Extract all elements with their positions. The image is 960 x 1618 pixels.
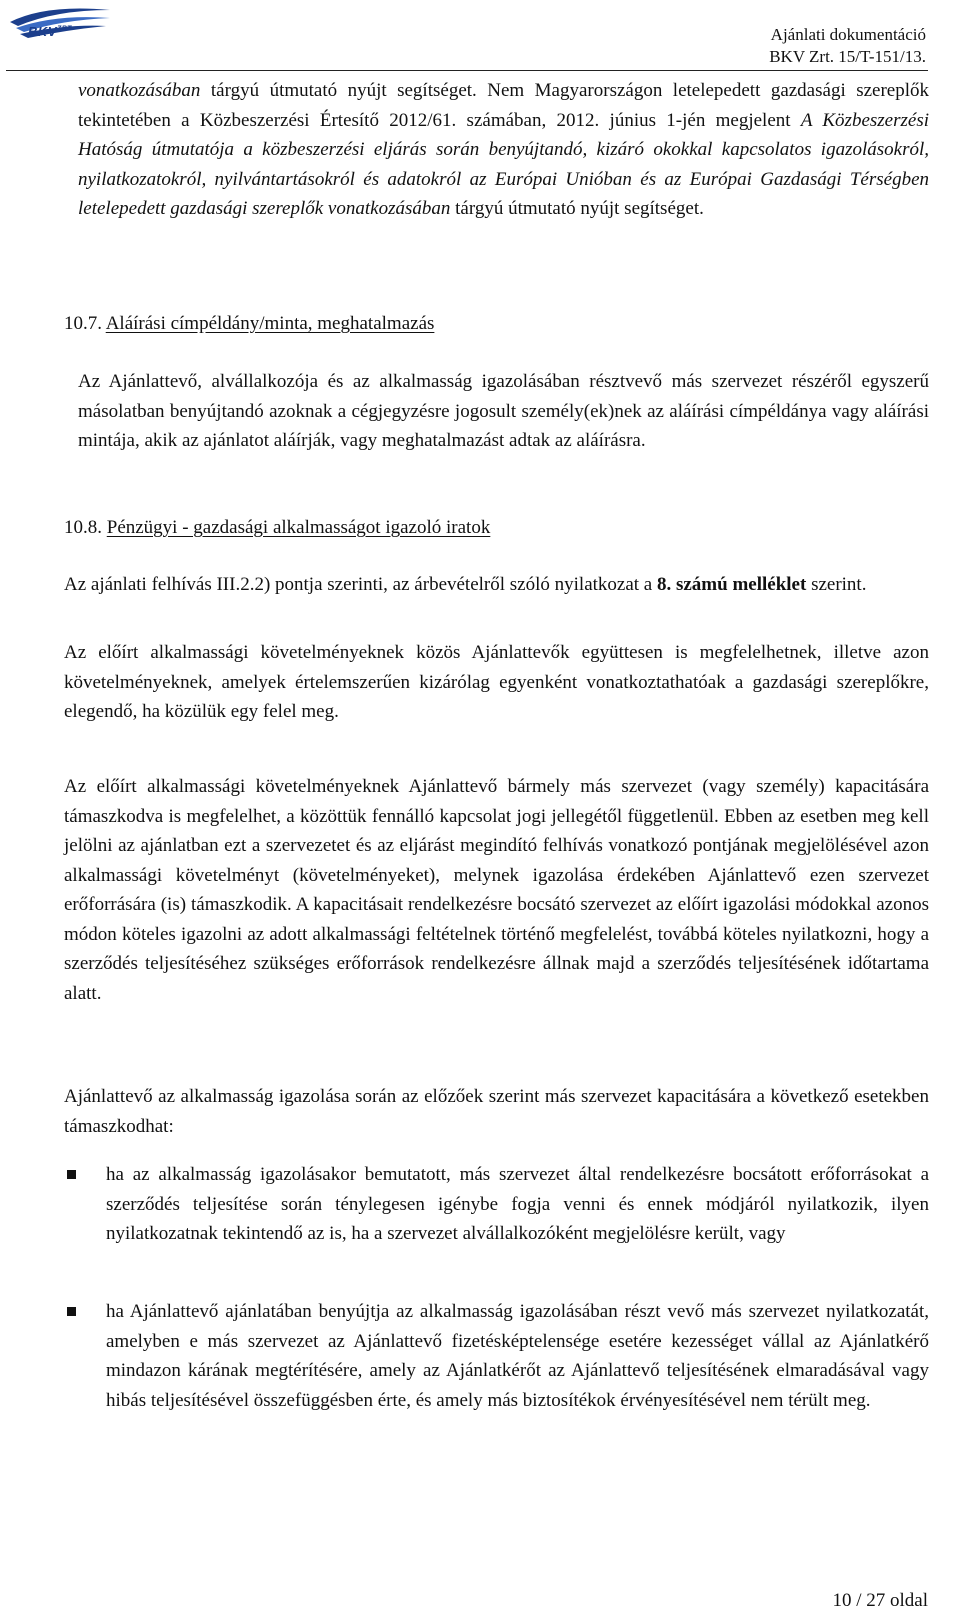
header-divider xyxy=(6,70,928,71)
section-10-8-paragraph-4: Ajánlattevő az alkalmasság igazolása során az előzőek szerint más szervezet kapacitására a következő esetekben támaszkodhat: xyxy=(64,1086,929,1137)
bullet-square-icon xyxy=(67,1170,76,1179)
logo-wordmark: $BKV^{ZRT}$ xyxy=(28,24,72,39)
intro-paragraph: vonatkozásában tárgyú útmutató nyújt segítséget. Nem Magyarországon letelepedett gazdasági szereplők tekintetében a Közbeszerzési Értesítő 2012/61. számában, 2012. június 1-jén megjelent A Közbeszerzési Hatóság útmutatója a közbeszerzési eljárás során benyújtandó, kizáró okokkal kapcsolatos igazolásokról, nyilatkozatokról, nyilvántartásokról és adatokról az Európai Unióban és az Európai Gazdasági Térségben letelepedett gazdasági szereplők vonatkozásában tárgyú útmutató nyújt segítséget. xyxy=(78,80,929,219)
document-header xyxy=(769,24,926,68)
section-10-8-paragraph-2: Az előírt alkalmassági követelményeknek közös Ajánlattevők együttesen is megfelelhetnek, illetve azon követelményeknek, amelyek értelemszerűen kizárólag egyenként vonatkoztathatóak a gazdasági szereplőkre, elegendő, ha közülük egy felel meg. xyxy=(64,642,929,722)
section-10-7-paragraph: Az Ajánlattevő, alvállalkozója és az alkalmasság igazolásában résztvevő más szervezet részéről egyszerű másolatban benyújtandó azoknak a cégjegyzésre jogosult személy(ek)nek az aláírási címpéldánya vagy aláírási mintája, akik az ajánlatot aláírják, vagy meghatalmazást adtak az aláírásra. xyxy=(78,371,929,451)
bkv-logo xyxy=(6,2,116,44)
bullet-square-icon xyxy=(67,1307,76,1316)
section-10-8-paragraph-3: Az előírt alkalmassági követelményeknek Ajánlattevő bármely más szervezet (vagy személy) kapacitására támaszkodva is megfelelhet, a közöttük fennálló kapcsolat jogi jellegétől függetlenül. Ebben az esetben meg kell jelölni az ajánlatban ezt a szervezetet és az eljárást megindító felhívás vonatkozó pontjának megjelölésével azon alkalmassági követelményt (követelményeket), melynek igazolása érdekében Ajánlattevő ezen szervezet erőforrására (is) támaszkodik. A kapacitásait rendelkezésre bocsátó szervezet az előírt igazolási módokkal azonos módon köteles igazolni az adott alkalmassági feltételnek történő megfelelést, továbbá köteles nyilatkozni, hogy a szerződés teljesítéséhez szükséges erőforrások rendelkezésre állnak majd a szerződés teljesítésének időtartama alatt. xyxy=(64,776,929,1004)
section-heading-10-8: 10.8. Pénzügyi - gazdasági alkalmasságot igazoló iratok xyxy=(64,517,491,538)
page-number: 10 / 27 oldal xyxy=(832,1590,928,1611)
section-heading-10-7: 10.7. Aláírási címpéldány/minta, meghatalmazás xyxy=(64,313,435,334)
document-reference: BKV Zrt. 15/T-151/13. xyxy=(769,47,926,66)
list-item: ha az alkalmasság igazolásakor bemutatott, más szervezet által rendelkezésre bocsátott erőforrásokat a szerződés teljesítése során ténylegesen igénybe fogja venni és ennek módjáról nyilatkozik, ilyen nyilatkozatnak tekintendő az is, ha a szervezet alvállalkozóként megjelölésre került, vagy xyxy=(106,1164,929,1244)
document-title: Ajánlati dokumentáció xyxy=(770,25,926,44)
section-10-8-paragraph-1: Az ajánlati felhívás III.2.2) pontja szerinti, az árbevételről szóló nyilatkozat a 8. számú melléklet szerint. xyxy=(64,574,867,595)
list-item: ha Ajánlattevő ajánlatában benyújtja az alkalmasság igazolásában részt vevő más szervezet nyilatkozatát, amelyben e más szervezet az Ajánlattevő fizetésképtelensége esetére kezességet vállal az Ajánlatkérő mindazon kárának megtérítésére, amely az Ajánlatkérőt az Ajánlattevő teljesítésének elmaradásával vagy hibás teljesítésével összefüggésben érte, és amely más biztosítékok érvényesítésével nem térült meg. xyxy=(106,1301,929,1411)
